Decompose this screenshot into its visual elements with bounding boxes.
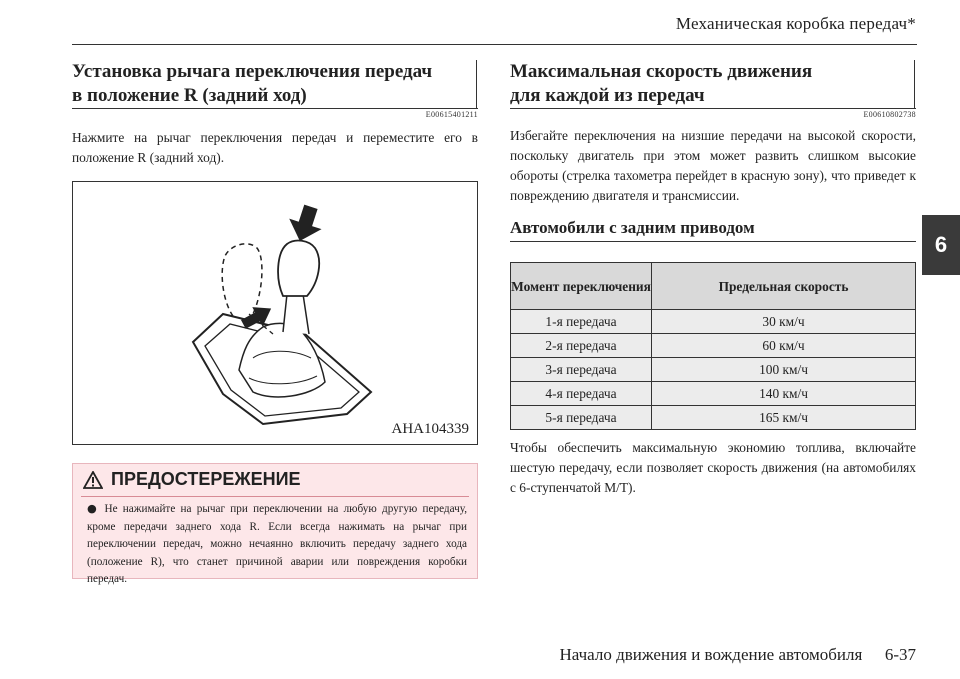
gear-cell: 5-я передача bbox=[511, 406, 652, 430]
speed-cell: 60 км/ч bbox=[652, 334, 916, 358]
gear-cell: 3-я передача bbox=[511, 358, 652, 382]
right-heading-line1: Максимальная скорость движения bbox=[510, 61, 813, 82]
warning-title-text: ПРЕДОСТЕРЕЖЕНИЕ bbox=[111, 469, 301, 489]
shift-lever-illustration bbox=[73, 182, 477, 444]
speed-table bbox=[510, 262, 916, 430]
warning-text-body: Не нажимайте на рычаг при переключении на любую другую передачу, кроме передачи заднего хода R. Если всегда нажимать на рычаг при переключении передач, можно нечаянно включить передачу заднего хода (положение R), что станет причиной аварии или повреждения коробки передач. bbox=[87, 503, 468, 585]
warning-icon bbox=[83, 471, 103, 489]
table-row bbox=[511, 358, 916, 382]
table-header-row bbox=[511, 263, 916, 310]
subheading-rule bbox=[510, 241, 916, 242]
right-heading-line2: для каждой из передач bbox=[510, 85, 705, 106]
chapter-tab[interactable]: 6 bbox=[922, 215, 960, 275]
speed-cell: 140 км/ч bbox=[652, 382, 916, 406]
speed-cell: 100 км/ч bbox=[652, 358, 916, 382]
header-rule bbox=[72, 44, 917, 45]
right-section-heading bbox=[510, 60, 915, 108]
col-header-shift-moment: Момент переключения bbox=[511, 263, 652, 310]
left-heading-line2: в положение R (задний ход) bbox=[72, 85, 307, 106]
warning-rule bbox=[81, 496, 469, 497]
subheading: Автомобили с задним приводом bbox=[510, 218, 755, 237]
table-row bbox=[511, 382, 916, 406]
footer-section: Начало движения и вождение автомобиля bbox=[559, 645, 863, 664]
left-heading-line1: Установка рычага переключения передач bbox=[72, 61, 433, 82]
gear-cell: 2-я передача bbox=[511, 334, 652, 358]
speed-cell: 30 км/ч bbox=[652, 310, 916, 334]
shift-lever-figure bbox=[72, 181, 478, 445]
col-header-max-speed: Предельная скорость bbox=[652, 263, 916, 310]
table-row bbox=[511, 334, 916, 358]
right-heading-rule bbox=[510, 108, 916, 109]
header-title: Механическая коробка передач* bbox=[675, 14, 916, 33]
table-row bbox=[511, 406, 916, 430]
right-paragraph-2: Чтобы обеспечить максимальную экономию топлива, включайте шестую передачу, если позволяет скорость движения (на автомобилях с 6-ступенчатой M/T). bbox=[510, 440, 916, 495]
gear-cell: 1-я передача bbox=[511, 310, 652, 334]
left-paragraph: Нажмите на рычаг переключения передач и переместите его в положение R (задний ход). bbox=[72, 130, 478, 165]
speed-cell: 165 км/ч bbox=[652, 406, 916, 430]
table-row bbox=[511, 310, 916, 334]
warning-title bbox=[83, 469, 301, 490]
warning-text bbox=[87, 500, 467, 589]
left-section-heading bbox=[72, 60, 477, 108]
right-section-code: E00610802738 bbox=[863, 110, 916, 119]
left-heading-rule bbox=[72, 108, 478, 109]
left-section-code: E00615401211 bbox=[425, 110, 478, 119]
bullet-icon: ● bbox=[87, 502, 100, 515]
figure-code: AHA104339 bbox=[391, 421, 469, 437]
right-paragraph: Избегайте переключения на низшие передачи на высокой скорости, поскольку двигатель при этом может развить слишком высокие обороты (стрелка тахометра перейдет в красную зону), что приведет к повреждению двигателя и трансмиссии. bbox=[510, 128, 916, 203]
footer bbox=[559, 645, 916, 665]
warning-box bbox=[72, 463, 478, 585]
gear-cell: 4-я передача bbox=[511, 382, 652, 406]
footer-page-number: 6-37 bbox=[884, 645, 916, 664]
